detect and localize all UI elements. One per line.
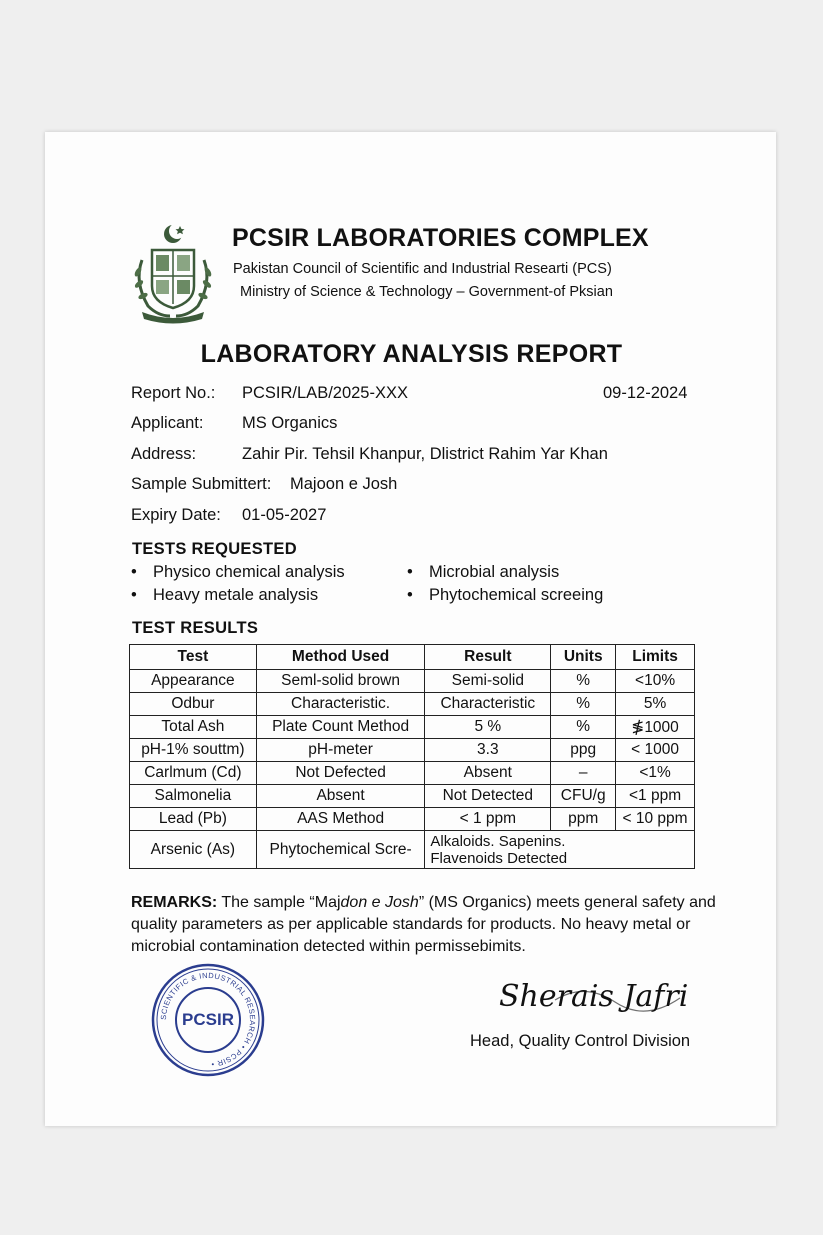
table-cell: Salmonelia (130, 785, 257, 808)
table-cell: pH-meter (256, 739, 425, 762)
table-cell: % (551, 716, 616, 739)
report-no-label: Report No.: (131, 384, 216, 402)
table-row (130, 693, 695, 716)
table-cell: <1 ppm (616, 785, 695, 808)
table-cell: Absent (256, 785, 425, 808)
table-cell: AAS Method (256, 808, 425, 831)
table-cell: Odbur (130, 693, 257, 716)
applicant-value: MS Organics (242, 414, 338, 432)
table-cell: Semi-solid (425, 670, 551, 693)
table-cell: Absent (425, 762, 551, 785)
table-cell: Seml-solid brown (256, 670, 425, 693)
table-header-row (130, 645, 695, 670)
table-cell: ppm (551, 808, 616, 831)
address-label: Address: (131, 445, 197, 463)
column-header: Method Used (256, 645, 425, 670)
signer-title: Head, Quality Control Division (470, 1032, 691, 1050)
table-cell: <1% (616, 762, 695, 785)
table-cell (425, 831, 695, 869)
table-cell: Carlmum (Cd) (130, 762, 257, 785)
expiry-value: 01-05-2027 (242, 506, 327, 524)
table-cell: – (551, 762, 616, 785)
table-cell: Phytochemical Scre- (256, 831, 425, 869)
ministry-line: Ministry of Science & Technology – Government-of Pksian (240, 284, 613, 300)
column-header: Limits (616, 645, 695, 670)
signature-script: Sherais Jafri (499, 979, 689, 1014)
table-cell: < 10 ppm (616, 808, 695, 831)
address-value: Zahir Pir. Tehsil Khanpur, Dlistrict Rahim Yar Khan (242, 445, 608, 463)
table-cell: % (551, 670, 616, 693)
table-cell: CFU/g (551, 785, 616, 808)
table-cell: pH-1% souttm) (130, 739, 257, 762)
report-title: LABORATORY ANALYSIS REPORT (200, 340, 623, 368)
result-line: Flavenoids Detected (430, 849, 568, 867)
state-emblem-logo (128, 220, 218, 324)
organization-name: PCSIR LABORATORIES COMPLEX (232, 224, 649, 252)
table-cell: Not Defected (256, 762, 425, 785)
report-no-value: PCSIR/LAB/2025-XXX (242, 384, 408, 402)
report-date: 09-12-2024 (603, 384, 688, 402)
remarks-paragraph (131, 892, 731, 958)
table-cell: ppg (551, 739, 616, 762)
seal-center-text: PCSIR (182, 1010, 234, 1029)
table-row (130, 808, 695, 831)
table-row (130, 762, 695, 785)
table-row (130, 831, 695, 869)
organization-subtitle: Pakistan Council of Scientific and Industrial Researti (PCS) (233, 261, 612, 277)
table-cell: 3.3 (425, 739, 551, 762)
expiry-label: Expiry Date: (131, 506, 221, 524)
table-cell: % (551, 693, 616, 716)
seal-ring-text: SCIENTIFIC & INDUSTRIAL RESEARCH • PCSIR • (158, 970, 258, 1069)
list-item: • Physico chemical analysis (131, 563, 345, 581)
pcsir-seal-stamp (150, 962, 266, 1078)
column-header: Test (130, 645, 257, 670)
list-item: • Microbial analysis (407, 563, 560, 581)
table-cell: Arsenic (As) (130, 831, 257, 869)
applicant-label: Applicant: (131, 414, 204, 432)
sample-label: Sample Submittert: (131, 475, 272, 493)
table-cell: <10% (616, 670, 695, 693)
column-header: Units (551, 645, 616, 670)
list-item: • Phytochemical screeing (407, 586, 604, 604)
tests-requested-heading: TESTS REQUESTED (132, 540, 297, 558)
table-cell: < 1000 (616, 739, 695, 762)
table-row (130, 716, 695, 739)
table-cell: 5% (616, 693, 695, 716)
test-results-heading: TEST RESULTS (132, 619, 259, 637)
table-cell: Not Detected (425, 785, 551, 808)
table-row (130, 785, 695, 808)
result-line: Alkaloids. Sapenins. (430, 832, 566, 850)
table-row (130, 670, 695, 693)
table-cell: Total Ash (130, 716, 257, 739)
remarks-italic: don e Josh (340, 894, 419, 911)
table-row (130, 739, 695, 762)
column-header: Result (425, 645, 551, 670)
handwritten-signature (495, 962, 695, 1032)
remarks-text: ” (MS Organics) meets general safety and quality parameters as per applicable standards for products. No heavy metal or microbial contamination detected within permissebimits. (131, 894, 716, 955)
results-table (129, 644, 695, 869)
sample-value: Majoon e Josh (290, 475, 398, 493)
table-cell: Characteristic. (256, 693, 425, 716)
table-cell: Lead (Pb) (130, 808, 257, 831)
remarks-label: REMARKS: (131, 894, 218, 911)
table-cell: ≸1000 (616, 716, 695, 739)
list-item: • Heavy metale analysis (131, 586, 319, 604)
remarks-text: The sample “Maj (217, 894, 341, 911)
table-cell: Appearance (130, 670, 257, 693)
table-cell: Plate Count Method (256, 716, 425, 739)
table-cell: Characteristic (425, 693, 551, 716)
table-cell: < 1 ppm (425, 808, 551, 831)
table-cell: 5 % (425, 716, 551, 739)
